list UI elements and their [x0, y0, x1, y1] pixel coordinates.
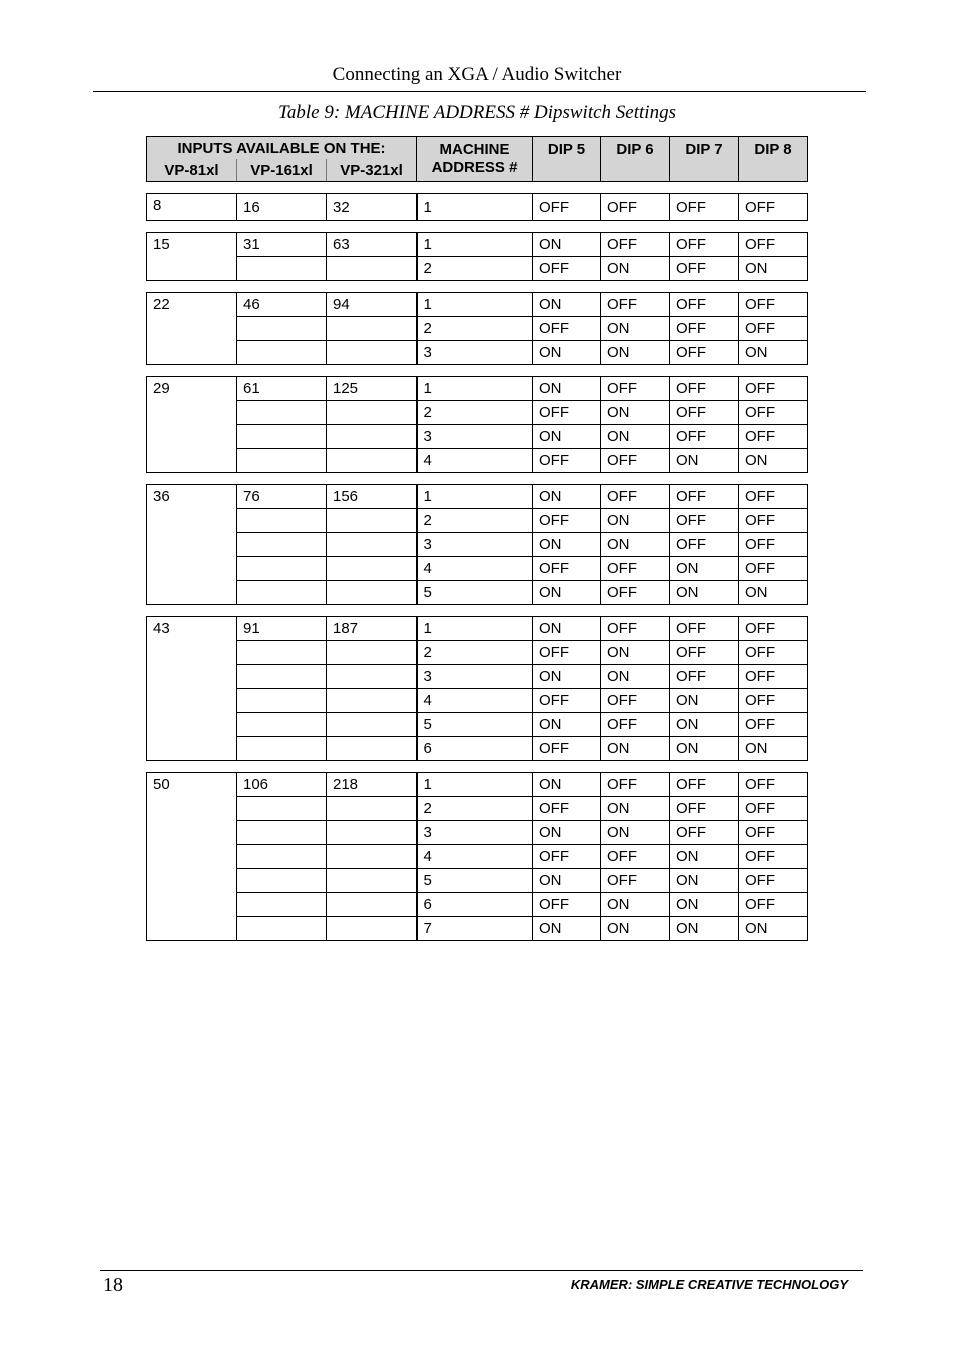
dipswitch-settings-table: [146, 136, 808, 941]
cell-machine-address: 3: [417, 341, 533, 365]
cell-machine-address: 2: [417, 401, 533, 425]
cell-dip6: ON: [601, 257, 670, 281]
cell-dip5: OFF: [533, 689, 601, 713]
table-row: [147, 233, 808, 257]
cell-empty: [327, 845, 417, 869]
cell-empty: [237, 845, 327, 869]
cell-dip6: ON: [601, 317, 670, 341]
group-spacer: [147, 605, 808, 617]
cell-empty: [237, 509, 327, 533]
cell-empty: [327, 689, 417, 713]
cell-dip5: OFF: [533, 194, 601, 221]
cell-dip5: ON: [533, 341, 601, 365]
table-row: [147, 557, 808, 581]
footer-rule: [100, 1270, 863, 1271]
cell-dip6: OFF: [601, 194, 670, 221]
cell-empty: [237, 713, 327, 737]
table-row: [147, 194, 808, 221]
cell-dip5: OFF: [533, 257, 601, 281]
cell-machine-address: 1: [417, 773, 533, 797]
cell-dip5: ON: [533, 377, 601, 401]
table-row: [147, 533, 808, 557]
cell-dip7: OFF: [670, 617, 739, 641]
cell-dip7: OFF: [670, 341, 739, 365]
cell-vp81xl: 36: [147, 485, 237, 605]
cell-machine-address: 4: [417, 845, 533, 869]
cell-machine-address: 1: [417, 233, 533, 257]
table-row: [147, 737, 808, 761]
cell-empty: [237, 449, 327, 473]
cell-empty: [237, 821, 327, 845]
table-row: [147, 293, 808, 317]
cell-dip6: OFF: [601, 293, 670, 317]
cell-dip8: OFF: [739, 665, 808, 689]
cell-machine-address: 1: [417, 377, 533, 401]
cell-dip8: ON: [739, 257, 808, 281]
cell-dip7: OFF: [670, 509, 739, 533]
cell-dip7: OFF: [670, 821, 739, 845]
cell-vp81xl: 50: [147, 773, 237, 941]
group-spacer-cell: [147, 182, 808, 194]
cell-dip5: OFF: [533, 737, 601, 761]
cell-dip5: OFF: [533, 797, 601, 821]
cell-vp321xl: 156: [327, 485, 417, 509]
table-row: [147, 821, 808, 845]
cell-dip8: OFF: [739, 797, 808, 821]
cell-dip8: ON: [739, 581, 808, 605]
cell-machine-address: 1: [417, 617, 533, 641]
cell-empty: [327, 401, 417, 425]
cell-dip6: OFF: [601, 449, 670, 473]
cell-machine-address: 6: [417, 893, 533, 917]
cell-dip5: ON: [533, 917, 601, 941]
cell-vp161xl: 91: [237, 617, 327, 641]
cell-dip5: ON: [533, 425, 601, 449]
table-body: [147, 182, 808, 941]
cell-empty: [327, 557, 417, 581]
cell-dip8: OFF: [739, 233, 808, 257]
cell-vp81xl: 22: [147, 293, 237, 365]
cell-dip7: OFF: [670, 533, 739, 557]
table-row: [147, 845, 808, 869]
table-row: [147, 449, 808, 473]
cell-dip8: ON: [739, 449, 808, 473]
cell-empty: [327, 869, 417, 893]
cell-dip6: ON: [601, 509, 670, 533]
cell-machine-address: 4: [417, 449, 533, 473]
table-row: [147, 425, 808, 449]
cell-dip7: ON: [670, 449, 739, 473]
cell-dip6: ON: [601, 341, 670, 365]
cell-empty: [237, 893, 327, 917]
group-spacer: [147, 281, 808, 293]
cell-vp161xl: 46: [237, 293, 327, 317]
cell-vp161xl: 76: [237, 485, 327, 509]
cell-empty: [327, 665, 417, 689]
cell-dip7: OFF: [670, 401, 739, 425]
cell-machine-address: 1: [417, 293, 533, 317]
table-row: [147, 689, 808, 713]
cell-dip5: OFF: [533, 845, 601, 869]
cell-dip5: ON: [533, 617, 601, 641]
cell-dip7: OFF: [670, 773, 739, 797]
cell-dip5: OFF: [533, 449, 601, 473]
cell-machine-address: 5: [417, 713, 533, 737]
cell-empty: [327, 509, 417, 533]
cell-dip6: OFF: [601, 617, 670, 641]
cell-dip8: OFF: [739, 509, 808, 533]
cell-dip8: OFF: [739, 194, 808, 221]
cell-dip8: OFF: [739, 317, 808, 341]
cell-empty: [237, 869, 327, 893]
cell-machine-address: 2: [417, 317, 533, 341]
cell-empty: [237, 425, 327, 449]
cell-dip8: OFF: [739, 617, 808, 641]
cell-dip5: ON: [533, 581, 601, 605]
cell-empty: [237, 533, 327, 557]
cell-empty: [327, 257, 417, 281]
cell-dip7: OFF: [670, 425, 739, 449]
cell-dip7: ON: [670, 845, 739, 869]
group-spacer-cell: [147, 221, 808, 233]
cell-dip8: OFF: [739, 893, 808, 917]
cell-dip6: ON: [601, 533, 670, 557]
table-row: [147, 509, 808, 533]
table-row: [147, 401, 808, 425]
cell-dip8: OFF: [739, 485, 808, 509]
cell-machine-address: 3: [417, 821, 533, 845]
cell-machine-address: 2: [417, 797, 533, 821]
table-row: [147, 869, 808, 893]
cell-dip8: OFF: [739, 377, 808, 401]
cell-dip6: OFF: [601, 557, 670, 581]
cell-empty: [237, 317, 327, 341]
cell-dip7: OFF: [670, 641, 739, 665]
table-header: [147, 137, 808, 182]
cell-machine-address: 2: [417, 257, 533, 281]
running-header-title: Connecting an XGA / Audio Switcher: [332, 64, 622, 85]
table-caption: Table 9: MACHINE ADDRESS # Dipswitch Settings: [278, 102, 676, 123]
cell-dip7: ON: [670, 689, 739, 713]
cell-empty: [237, 401, 327, 425]
cell-dip7: OFF: [670, 257, 739, 281]
cell-dip6: ON: [601, 665, 670, 689]
cell-dip6: OFF: [601, 485, 670, 509]
cell-dip8: OFF: [739, 425, 808, 449]
cell-dip5: OFF: [533, 893, 601, 917]
cell-vp161xl: 16: [237, 194, 327, 221]
cell-dip6: ON: [601, 737, 670, 761]
cell-dip5: ON: [533, 293, 601, 317]
cell-dip7: ON: [670, 917, 739, 941]
cell-dip8: ON: [739, 737, 808, 761]
cell-empty: [327, 641, 417, 665]
cell-dip8: OFF: [739, 845, 808, 869]
table-row: [147, 797, 808, 821]
cell-machine-address: 4: [417, 557, 533, 581]
cell-empty: [237, 257, 327, 281]
cell-dip8: OFF: [739, 689, 808, 713]
cell-vp321xl: 32: [327, 194, 417, 221]
header-dip5: DIP 5: [533, 137, 601, 182]
table-row: [147, 317, 808, 341]
table-row: [147, 581, 808, 605]
cell-dip6: ON: [601, 893, 670, 917]
cell-vp321xl: 94: [327, 293, 417, 317]
cell-dip5: ON: [533, 533, 601, 557]
cell-vp81xl: 29: [147, 377, 237, 473]
cell-dip5: ON: [533, 821, 601, 845]
cell-dip6: OFF: [601, 377, 670, 401]
cell-empty: [327, 581, 417, 605]
cell-dip6: OFF: [601, 689, 670, 713]
cell-empty: [237, 689, 327, 713]
cell-dip5: ON: [533, 713, 601, 737]
cell-dip7: OFF: [670, 317, 739, 341]
cell-empty: [237, 737, 327, 761]
cell-empty: [327, 821, 417, 845]
table-row: [147, 665, 808, 689]
page-number: 18: [103, 1274, 123, 1296]
cell-empty: [327, 737, 417, 761]
cell-dip7: ON: [670, 581, 739, 605]
cell-dip7: ON: [670, 869, 739, 893]
header-dip8: DIP 8: [739, 137, 808, 182]
cell-dip8: OFF: [739, 821, 808, 845]
cell-empty: [327, 341, 417, 365]
cell-dip6: OFF: [601, 869, 670, 893]
header-dip7: DIP 7: [670, 137, 739, 182]
header-vp321xl: VP-321xl: [327, 159, 417, 182]
cell-dip6: ON: [601, 641, 670, 665]
cell-empty: [237, 665, 327, 689]
cell-dip7: ON: [670, 557, 739, 581]
cell-dip5: ON: [533, 485, 601, 509]
cell-vp161xl: 61: [237, 377, 327, 401]
group-spacer-cell: [147, 761, 808, 773]
table-row: [147, 917, 808, 941]
cell-dip6: ON: [601, 821, 670, 845]
cell-machine-address: 3: [417, 425, 533, 449]
cell-dip6: ON: [601, 425, 670, 449]
cell-dip5: ON: [533, 233, 601, 257]
cell-vp81xl: 8: [147, 194, 237, 221]
cell-dip5: OFF: [533, 641, 601, 665]
group-spacer-cell: [147, 281, 808, 293]
cell-dip5: OFF: [533, 557, 601, 581]
cell-vp321xl: 218: [327, 773, 417, 797]
table-row: [147, 713, 808, 737]
cell-dip7: OFF: [670, 293, 739, 317]
cell-empty: [327, 797, 417, 821]
cell-dip8: OFF: [739, 557, 808, 581]
cell-empty: [327, 533, 417, 557]
cell-empty: [327, 317, 417, 341]
group-spacer: [147, 221, 808, 233]
cell-vp321xl: 187: [327, 617, 417, 641]
cell-empty: [327, 893, 417, 917]
cell-machine-address: 7: [417, 917, 533, 941]
cell-empty: [237, 797, 327, 821]
cell-empty: [237, 917, 327, 941]
header-machine-address: MACHINE ADDRESS #: [417, 137, 533, 182]
cell-empty: [237, 641, 327, 665]
header-rule: [93, 91, 866, 92]
cell-vp321xl: 125: [327, 377, 417, 401]
table-row: [147, 257, 808, 281]
header-vp81xl: VP-81xl: [147, 159, 237, 182]
cell-dip6: ON: [601, 401, 670, 425]
cell-dip8: OFF: [739, 773, 808, 797]
cell-dip6: OFF: [601, 581, 670, 605]
cell-dip5: ON: [533, 869, 601, 893]
cell-vp161xl: 31: [237, 233, 327, 257]
cell-machine-address: 1: [417, 485, 533, 509]
group-spacer: [147, 473, 808, 485]
group-spacer-cell: [147, 605, 808, 617]
cell-empty: [237, 341, 327, 365]
header-inputs-available: INPUTS AVAILABLE ON THE:: [147, 137, 417, 160]
cell-machine-address: 5: [417, 869, 533, 893]
cell-dip5: OFF: [533, 401, 601, 425]
cell-dip5: ON: [533, 773, 601, 797]
cell-empty: [327, 713, 417, 737]
cell-dip8: OFF: [739, 401, 808, 425]
table-row: [147, 893, 808, 917]
table-row: [147, 641, 808, 665]
cell-dip6: ON: [601, 797, 670, 821]
cell-machine-address: 2: [417, 641, 533, 665]
cell-dip7: OFF: [670, 665, 739, 689]
header-dip6: DIP 6: [601, 137, 670, 182]
cell-dip7: OFF: [670, 194, 739, 221]
cell-dip6: OFF: [601, 845, 670, 869]
cell-dip8: ON: [739, 917, 808, 941]
cell-machine-address: 5: [417, 581, 533, 605]
cell-machine-address: 3: [417, 533, 533, 557]
cell-empty: [327, 917, 417, 941]
cell-dip5: ON: [533, 665, 601, 689]
table-row: [147, 341, 808, 365]
cell-dip7: ON: [670, 737, 739, 761]
cell-dip7: ON: [670, 713, 739, 737]
cell-dip8: OFF: [739, 293, 808, 317]
group-spacer-cell: [147, 473, 808, 485]
group-spacer: [147, 365, 808, 377]
cell-dip5: OFF: [533, 317, 601, 341]
cell-dip8: OFF: [739, 533, 808, 557]
cell-dip6: ON: [601, 917, 670, 941]
cell-dip8: OFF: [739, 641, 808, 665]
cell-dip7: OFF: [670, 377, 739, 401]
cell-dip6: OFF: [601, 713, 670, 737]
table-row: [147, 377, 808, 401]
footer-brand: KRAMER: SIMPLE CREATIVE TECHNOLOGY: [570, 1277, 848, 1292]
cell-machine-address: 3: [417, 665, 533, 689]
cell-dip7: ON: [670, 893, 739, 917]
cell-empty: [327, 425, 417, 449]
cell-empty: [327, 449, 417, 473]
cell-vp321xl: 63: [327, 233, 417, 257]
cell-vp81xl: 43: [147, 617, 237, 761]
cell-empty: [237, 557, 327, 581]
cell-dip7: OFF: [670, 485, 739, 509]
cell-dip8: OFF: [739, 869, 808, 893]
cell-dip7: OFF: [670, 233, 739, 257]
cell-dip8: ON: [739, 341, 808, 365]
cell-vp161xl: 106: [237, 773, 327, 797]
cell-dip8: OFF: [739, 713, 808, 737]
cell-empty: [237, 581, 327, 605]
group-spacer-cell: [147, 365, 808, 377]
cell-machine-address: 1: [417, 194, 533, 221]
table-row: [147, 485, 808, 509]
cell-machine-address: 4: [417, 689, 533, 713]
table-row: [147, 617, 808, 641]
cell-dip5: OFF: [533, 509, 601, 533]
cell-dip6: OFF: [601, 773, 670, 797]
cell-vp81xl: 15: [147, 233, 237, 281]
group-spacer: [147, 182, 808, 194]
cell-machine-address: 6: [417, 737, 533, 761]
cell-dip6: OFF: [601, 233, 670, 257]
cell-machine-address: 2: [417, 509, 533, 533]
group-spacer: [147, 761, 808, 773]
cell-dip7: OFF: [670, 797, 739, 821]
table-row: [147, 773, 808, 797]
header-vp161xl: VP-161xl: [237, 159, 327, 182]
